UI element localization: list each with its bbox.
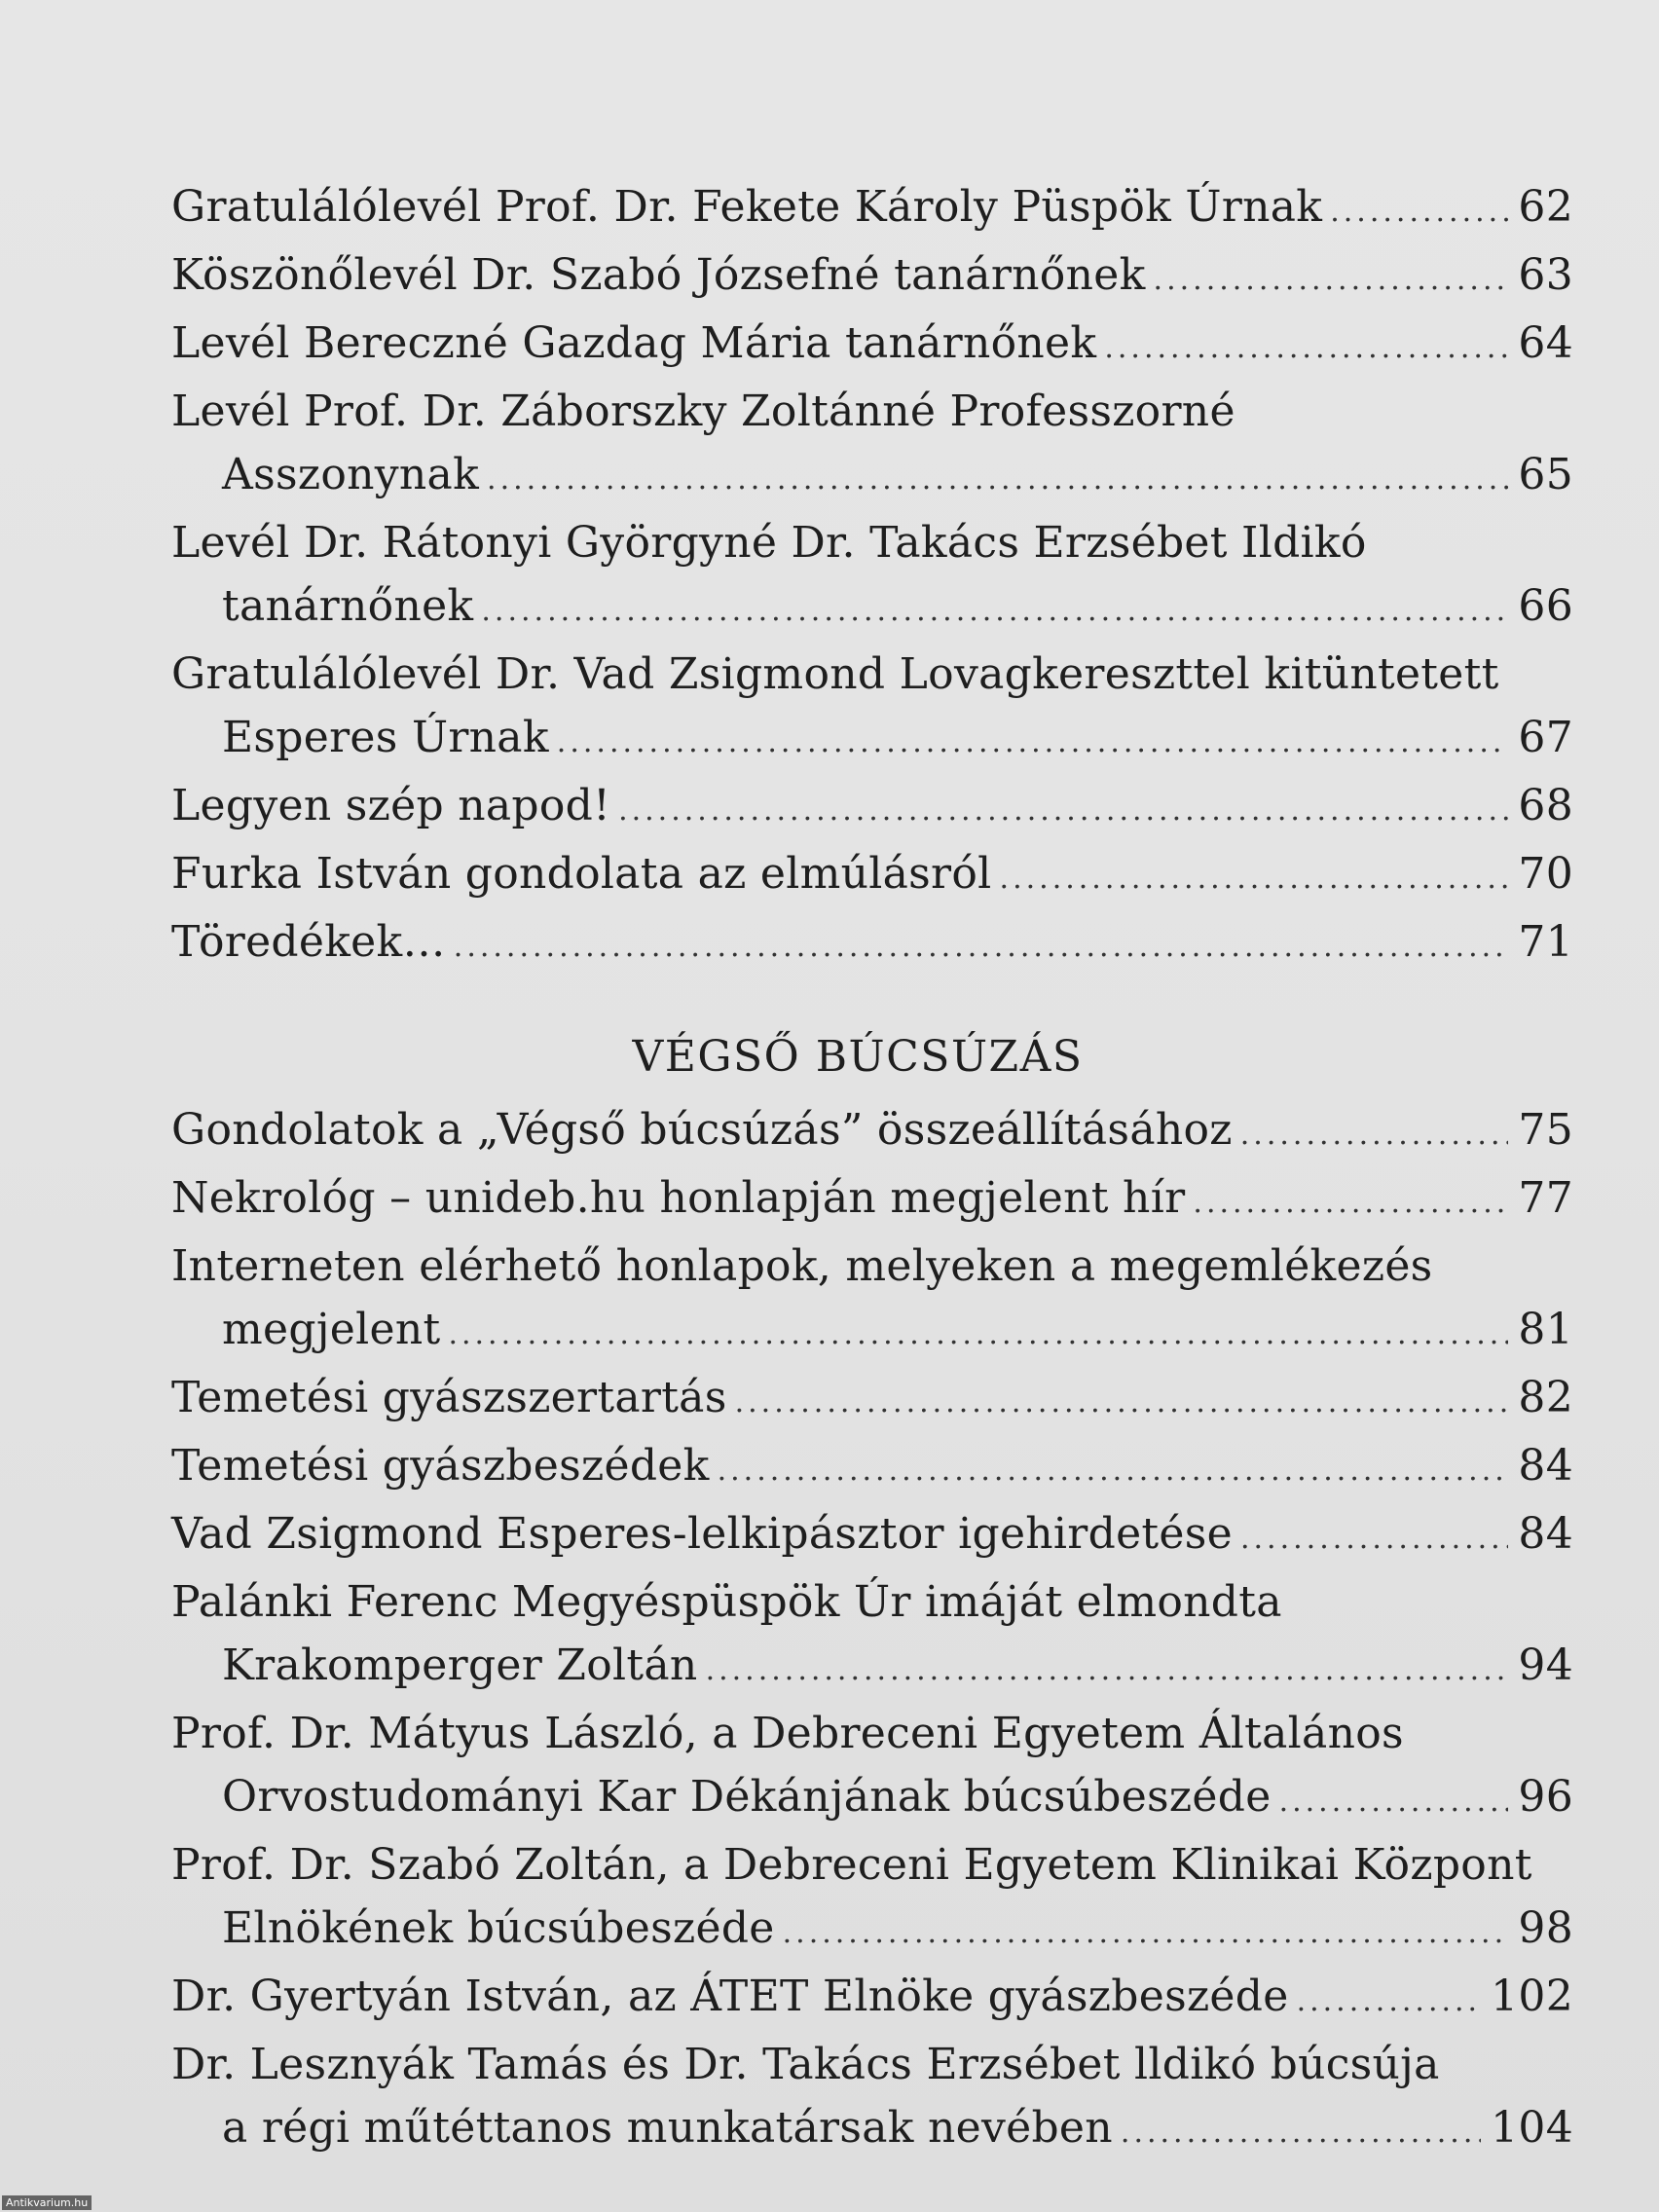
- toc-entry-title-line: Palánki Ferenc Megyéspüspök Úr imáját elmondta: [171, 1577, 1282, 1627]
- page-number: 75: [1518, 1105, 1573, 1155]
- dot-leader: [1240, 1103, 1509, 1166]
- toc-entry-row: [171, 1098, 1573, 1166]
- toc-entry-row: [171, 1166, 1573, 1235]
- dot-leader: [618, 779, 1508, 842]
- toc-section: [171, 175, 1573, 978]
- toc-entry[interactable]: [171, 2033, 1573, 2164]
- toc-entry[interactable]: [171, 910, 1573, 978]
- dot-leader: [718, 1439, 1509, 1502]
- toc-entry-row: [171, 243, 1573, 312]
- toc-entry-row: [171, 774, 1573, 842]
- toc-entry-title-line: Prof. Dr. Szabó Zoltán, a Debreceni Egyetem Klinikai Központ: [171, 1840, 1532, 1890]
- toc-entry[interactable]: [171, 1366, 1573, 1434]
- page-number: 67: [1518, 713, 1573, 762]
- dot-leader: [448, 1303, 1508, 1366]
- page-number: 63: [1518, 250, 1573, 300]
- toc-entry-row: [171, 175, 1573, 243]
- toc-entry-row: [171, 312, 1573, 380]
- toc-entry-title-line: Gratulálólevél Dr. Vad Zsigmond Lovagkereszttel kitüntetett: [171, 649, 1499, 699]
- page-number: 94: [1518, 1641, 1573, 1690]
- table-of-contents: [171, 175, 1573, 2164]
- toc-entry[interactable]: [171, 1502, 1573, 1570]
- toc-entry-row: [171, 1298, 1573, 1366]
- toc-entry[interactable]: [171, 511, 1573, 643]
- dot-leader: [706, 1639, 1509, 1702]
- toc-entry[interactable]: [171, 1833, 1573, 1965]
- page-number: 81: [1518, 1305, 1573, 1354]
- toc-entry-title: Vad Zsigmond Esperes-lelkipásztor igehirdetése: [171, 1509, 1233, 1559]
- toc-entry-title: tanárnőnek: [222, 581, 474, 631]
- toc-entry[interactable]: [171, 774, 1573, 842]
- toc-entry-title: Nekrológ – unideb.hu honlapján megjelent hír: [171, 1173, 1186, 1223]
- dot-leader: [1121, 2101, 1481, 2164]
- page-number: 96: [1518, 1772, 1573, 1822]
- page-number: 77: [1518, 1173, 1573, 1223]
- toc-entry-title: megjelent: [222, 1305, 441, 1354]
- toc-entry-row: [171, 574, 1573, 643]
- toc-entry-row: [171, 1366, 1573, 1434]
- page-number: 66: [1518, 581, 1573, 631]
- dot-leader: [1154, 248, 1509, 312]
- toc-entry[interactable]: [171, 312, 1573, 380]
- section-heading: VÉGSŐ BÚCSÚZÁS: [632, 1032, 1084, 1082]
- page-number: 68: [1518, 781, 1573, 830]
- toc-entry-title: Gratulálólevél Prof. Dr. Fekete Károly Püspök Úrnak: [171, 182, 1323, 232]
- toc-entry-title: Töredékek…: [171, 917, 446, 967]
- dot-leader: [1279, 1770, 1509, 1833]
- toc-entry[interactable]: [171, 1702, 1573, 1833]
- toc-entry-title: Asszonynak: [222, 450, 480, 499]
- toc-entry-title-line: Interneten elérhető honlapok, melyeken a megemlékezés: [171, 1241, 1433, 1291]
- toc-entry-title: Elnökének búcsúbeszéde: [222, 1903, 775, 1953]
- toc-entry-title: Temetési gyászbeszédek: [171, 1441, 710, 1491]
- toc-entry-title: Furka István gondolata az elmúlásról: [171, 849, 992, 899]
- dot-leader: [454, 915, 1509, 978]
- toc-entry-title-line: Dr. Lesznyák Tamás és Dr. Takács Erzsébet lldikó búcsúja: [171, 2040, 1440, 2089]
- page-number: 64: [1518, 318, 1573, 368]
- toc-entry-row: [171, 910, 1573, 978]
- toc-entry-title: Temetési gyászszertartás: [171, 1373, 727, 1422]
- toc-entry-title: Köszönőlevél Dr. Szabó Józsefné tanárnőnek: [171, 250, 1146, 300]
- dot-leader: [487, 448, 1508, 511]
- page-number: 84: [1518, 1509, 1573, 1559]
- toc-entry[interactable]: [171, 842, 1573, 910]
- page-number: 71: [1518, 917, 1573, 967]
- page-number: 62: [1518, 182, 1573, 232]
- toc-entry-title: Orvostudományi Kar Dékánjának búcsúbeszéde: [222, 1772, 1272, 1822]
- toc-section: [171, 1025, 1573, 2164]
- page-number: 102: [1491, 1972, 1573, 2021]
- toc-entry[interactable]: [171, 1965, 1573, 2033]
- dot-leader: [481, 579, 1508, 643]
- toc-entry[interactable]: [171, 1434, 1573, 1502]
- toc-entry[interactable]: [171, 175, 1573, 243]
- dot-leader: [1000, 847, 1509, 910]
- toc-entry-row: [171, 1502, 1573, 1570]
- dot-leader: [1297, 1970, 1482, 2033]
- toc-entry-row: [171, 1965, 1573, 2033]
- toc-entry-row: [171, 1434, 1573, 1502]
- page-number: 84: [1518, 1441, 1573, 1491]
- toc-entry[interactable]: [171, 1235, 1573, 1366]
- toc-entry-title: Krakomperger Zoltán: [222, 1641, 698, 1690]
- toc-entry-row: [171, 1897, 1573, 1965]
- toc-entry[interactable]: [171, 243, 1573, 312]
- page-number: 65: [1518, 450, 1573, 499]
- dot-leader: [1193, 1171, 1508, 1235]
- toc-entry[interactable]: [171, 643, 1573, 774]
- page-number: 70: [1518, 849, 1573, 899]
- dot-leader: [1330, 180, 1508, 243]
- toc-entry-title: a régi műtéttanos munkatársak nevében: [222, 2103, 1113, 2153]
- toc-entry-row: [171, 842, 1573, 910]
- toc-entry-title-line: Levél Dr. Rátonyi Györgyné Dr. Takács Erzsébet Ildikó: [171, 518, 1367, 568]
- dot-leader: [1240, 1507, 1508, 1570]
- toc-entry-row: [171, 1634, 1573, 1702]
- page-number: 82: [1518, 1373, 1573, 1422]
- toc-entry[interactable]: [171, 380, 1573, 511]
- dot-leader: [735, 1371, 1509, 1434]
- dot-leader: [783, 1901, 1509, 1965]
- toc-entry[interactable]: [171, 1570, 1573, 1702]
- toc-entry-row: [171, 443, 1573, 511]
- page-number: 98: [1518, 1903, 1573, 1953]
- toc-entry[interactable]: [171, 1166, 1573, 1235]
- dot-leader: [557, 711, 1509, 774]
- toc-entry-row: [171, 2096, 1573, 2164]
- page-number: 104: [1491, 2103, 1573, 2153]
- toc-entry[interactable]: [171, 1098, 1573, 1166]
- toc-entry-title: Esperes Úrnak: [222, 713, 549, 762]
- toc-entry-title-line: Prof. Dr. Mátyus László, a Debreceni Egyetem Általános: [171, 1709, 1404, 1758]
- dot-leader: [1104, 316, 1508, 380]
- toc-entry-title-line: Levél Prof. Dr. Záborszky Zoltánné Professzorné: [171, 387, 1235, 436]
- toc-entry-row: [171, 706, 1573, 774]
- toc-entry-row: [171, 1765, 1573, 1833]
- toc-entry-title: Dr. Gyertyán István, az ÁTET Elnöke gyászbeszéde: [171, 1972, 1289, 2021]
- toc-entry-title: Legyen szép napod!: [171, 781, 611, 830]
- watermark: Antikvarium.hu: [2, 2195, 92, 2210]
- toc-entry-title: Levél Bereczné Gazdag Mária tanárnőnek: [171, 318, 1097, 368]
- toc-entry-title: Gondolatok a „Végső búcsúzás” összeállításához: [171, 1105, 1233, 1155]
